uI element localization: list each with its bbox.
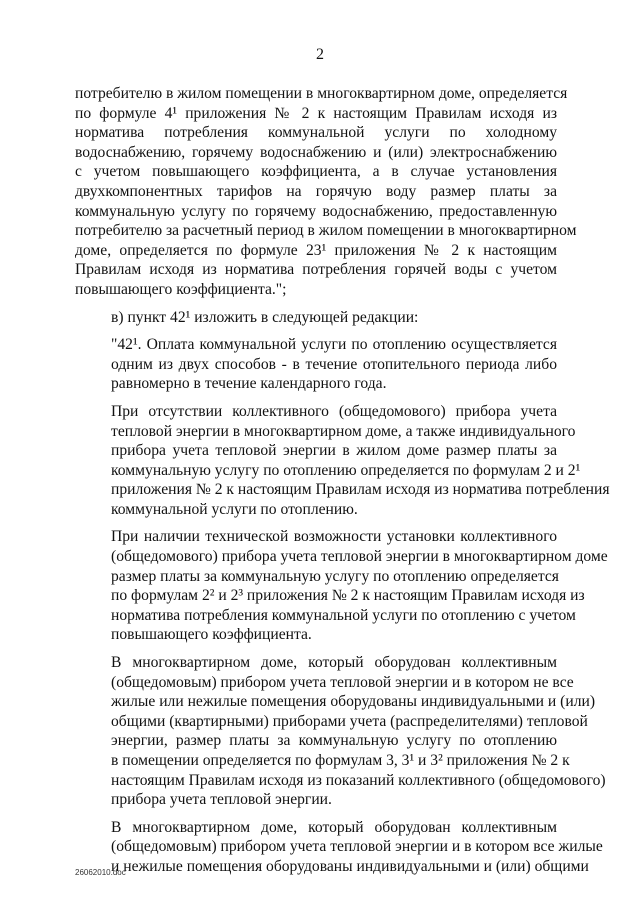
- text-line: (общедомового) прибора учета тепловой энергии в многоквартирном доме: [111, 548, 608, 566]
- paragraph: [75, 818, 603, 877]
- text-line: коммунальную услугу по отоплению определяется по формулам 2 и 2¹: [111, 461, 581, 479]
- text-line: прибора учета тепловой энергии.: [111, 791, 332, 809]
- paragraph: [75, 527, 608, 645]
- text-line: жилые или нежилые помещения оборудованы индивидуальными и (или): [111, 693, 596, 711]
- text-line: При наличии технической возможности установки коллективного: [111, 528, 557, 546]
- paragraph: [75, 653, 606, 810]
- text-line: В многоквартирном доме, который оборудован коллективным: [111, 654, 557, 672]
- document-body: [75, 84, 610, 885]
- text-line: коммунальной услуги по отоплению.: [111, 500, 358, 518]
- page-number: 2: [316, 46, 324, 63]
- text-line: водоснабжению, горячему водоснабжению и (или) электроснабжению: [75, 143, 557, 161]
- text-line: одним из двух способов - в течение отопительного периода либо: [111, 355, 557, 373]
- text-line: "42¹. Оплата коммунальной услуги по отоплению осуществляется: [111, 336, 557, 354]
- text-line: и нежилые помещения оборудованы индивидуальными и (или) общими: [111, 857, 589, 875]
- text-line: повышающего коэффициента.: [111, 626, 312, 644]
- text-line: общими (квартирными) приборами учета (распределителями) тепловой: [111, 712, 588, 730]
- text-line: с учетом повышающего коэффициента, а в случае установления: [75, 163, 557, 181]
- paragraph: [75, 402, 610, 520]
- text-line: настоящим Правилам исходя из показаний коллективного (общедомового): [111, 771, 606, 789]
- text-line: норматива потребления коммунальной услуги по холодному: [75, 124, 557, 142]
- text-line: равномерно в течение календарного года.: [111, 375, 387, 393]
- text-line: коммунальную услугу по горячему водоснабжению, предоставленную: [75, 202, 557, 220]
- text-line: приложения № 2 к настоящим Правилам исходя из норматива потребления: [111, 481, 610, 499]
- paragraph: [75, 335, 557, 394]
- text-line: в помещении определяется по формулам 3, 3¹ и 3² приложения № 2 к: [111, 752, 570, 769]
- text-line: (общедомовым) прибором учета тепловой энергии и в котором все жилые: [111, 838, 603, 856]
- text-line: повышающего коэффициента.";: [75, 280, 287, 298]
- text-line: В многоквартирном доме, который оборудован коллективным: [111, 818, 557, 836]
- text-line: потребителю в жилом помещении в многоквартирном доме, определяется: [75, 85, 568, 102]
- text-line: двухкомпонентных тарифов на горячую воду размер платы за: [75, 182, 557, 200]
- text-line: энергии, размер платы за коммунальную услугу по отоплению: [111, 732, 557, 750]
- text-line: в) пункт 42¹ изложить в следующей редакции:: [111, 308, 419, 326]
- text-line: (общедомовым) прибором учета тепловой энергии и в котором не все: [111, 673, 574, 691]
- text-line: доме, определяется по формуле 23¹ приложения № 2 к настоящим: [75, 241, 557, 259]
- paragraph: [75, 308, 557, 328]
- text-line: норматива потребления коммунальной услуги по отоплению с учетом: [111, 606, 576, 624]
- text-line: тепловой энергии в многоквартирном доме, а также индивидуального: [111, 422, 576, 440]
- text-line: потребителю за расчетный период в жилом помещении в многоквартирном: [75, 222, 577, 240]
- text-line: При отсутствии коллективного (общедомового) прибора учета: [111, 402, 557, 420]
- text-line: по формулам 2² и 2³ приложения № 2 к настоящим Правилам исходя из: [111, 587, 585, 605]
- file-name-footer: 26062010.doc: [75, 868, 126, 877]
- paragraph: [75, 84, 577, 300]
- text-line: Правилам исходя из норматива потребления горячей воды с учетом: [75, 261, 557, 279]
- text-line: по формуле 4¹ приложения № 2 к настоящим Правилам исходя из: [75, 104, 557, 122]
- text-line: прибора учета тепловой энергии в жилом доме размер платы за: [111, 442, 557, 460]
- text-line: размер платы за коммунальную услугу по отоплению определяется: [111, 567, 559, 585]
